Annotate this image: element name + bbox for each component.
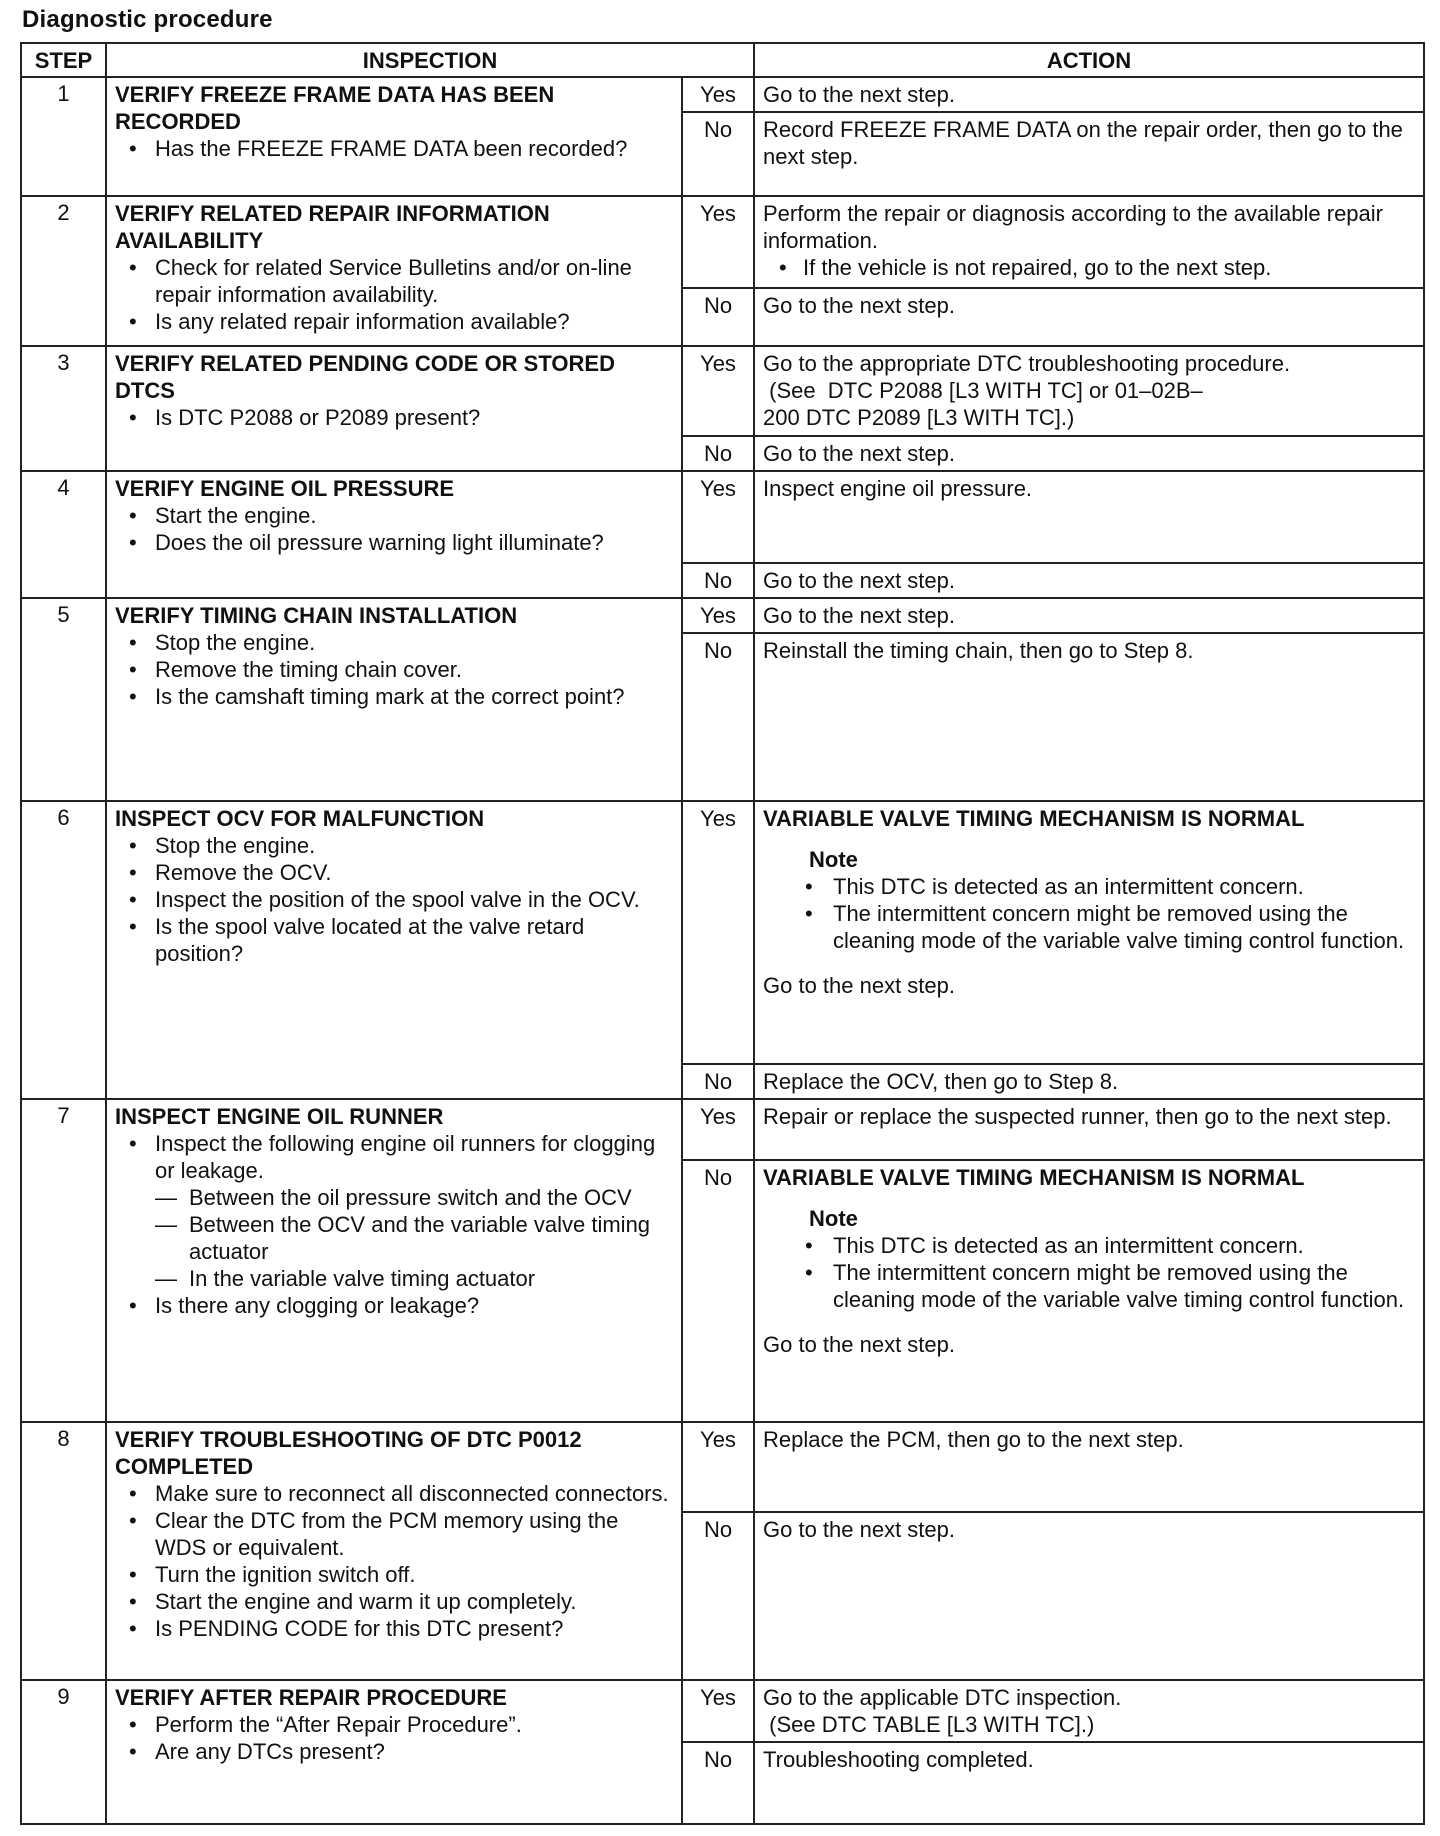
inspection-title: VERIFY TROUBLESHOOTING OF DTC P0012 COMPLETED	[115, 1427, 582, 1479]
inspection-cell	[106, 1099, 682, 1422]
step-number: 2	[21, 196, 106, 346]
table-row	[21, 801, 1424, 1064]
action-sub-bullet: • If the vehicle is not repaired, go to the next step.	[803, 254, 1415, 281]
inspection-dash-item: — Between the OCV and the variable valve timing actuator	[189, 1211, 673, 1265]
action-yes	[754, 346, 1424, 436]
no-label: No	[682, 1160, 754, 1422]
action-yes: Inspect engine oil pressure.	[754, 471, 1424, 563]
inspection-cell	[106, 801, 682, 1099]
action-yes: Go to the next step.	[754, 77, 1424, 112]
step-number: 1	[21, 77, 106, 196]
inspection-bullet: • Is DTC P2088 or P2089 present?	[155, 404, 673, 431]
inspection-cell	[106, 196, 682, 346]
inspection-cell	[106, 1680, 682, 1824]
inspection-bullet: • Remove the timing chain cover.	[155, 656, 673, 683]
action-text: Go to the appropriate DTC troubleshooting procedure.	[763, 351, 1291, 376]
inspection-title: VERIFY TIMING CHAIN INSTALLATION	[115, 603, 518, 628]
header-step: STEP	[21, 43, 106, 77]
inspection-bullet: • Clear the DTC from the PCM memory using the WDS or equivalent.	[155, 1507, 673, 1561]
yes-label: Yes	[682, 801, 754, 1064]
dtc-table-link[interactable]: (See DTC TABLE [L3 WITH TC].)	[763, 1712, 1095, 1737]
inspection-title: VERIFY ENGINE OIL PRESSURE	[115, 476, 455, 501]
action-no: Go to the next step.	[754, 1512, 1424, 1680]
dtc-reference-link[interactable]: (See DTC P2088 [L3 WITH TC] or 01–02B–	[763, 378, 1203, 403]
diagnostic-table	[20, 42, 1425, 1825]
no-label: No	[682, 1064, 754, 1099]
inspection-bullet-text: Inspect the following engine oil runners for clogging or leakage.	[155, 1131, 656, 1183]
action-no: Troubleshooting completed.	[754, 1742, 1424, 1824]
header-action: ACTION	[754, 43, 1424, 77]
action-heading: VARIABLE VALVE TIMING MECHANISM IS NORMAL	[763, 1165, 1305, 1190]
action-no: Go to the next step.	[754, 563, 1424, 598]
action-yes	[754, 196, 1424, 288]
inspection-bullet: • Is the spool valve located at the valve retard position?	[155, 913, 673, 967]
inspection-bullet: • Is PENDING CODE for this DTC present?	[155, 1615, 673, 1642]
no-label: No	[682, 288, 754, 346]
inspection-bullet: • Does the oil pressure warning light illuminate?	[155, 529, 673, 556]
action-no: Go to the next step.	[754, 288, 1424, 346]
table-row	[21, 1680, 1424, 1742]
yes-label: Yes	[682, 1680, 754, 1742]
table-row	[21, 196, 1424, 288]
table-row	[21, 346, 1424, 436]
inspection-bullet: • Remove the OCV.	[155, 859, 673, 886]
inspection-bullet	[155, 1130, 673, 1292]
inspection-bullet: • Has the FREEZE FRAME DATA been recorded?	[155, 135, 673, 162]
inspection-bullet: • Stop the engine.	[155, 629, 673, 656]
inspection-bullet: • Is the camshaft timing mark at the correct point?	[155, 683, 673, 710]
table-header-row	[21, 43, 1424, 77]
table-row	[21, 1099, 1424, 1160]
action-text: Go to the next step.	[763, 973, 956, 998]
action-text: Perform the repair or diagnosis according to the available repair information.	[763, 201, 1383, 253]
inspection-title: VERIFY RELATED REPAIR INFORMATION AVAILABILITY	[115, 201, 550, 253]
inspection-title: VERIFY FREEZE FRAME DATA HAS BEEN RECORDED	[115, 82, 555, 134]
inspection-dash-item: — Between the oil pressure switch and the OCV	[189, 1184, 673, 1211]
step-number: 6	[21, 801, 106, 1099]
action-yes: Go to the next step.	[754, 598, 1424, 633]
step-number: 7	[21, 1099, 106, 1422]
no-label: No	[682, 563, 754, 598]
table-row	[21, 77, 1424, 112]
action-yes: Repair or replace the suspected runner, then go to the next step.	[754, 1099, 1424, 1160]
inspection-bullet: • Make sure to reconnect all disconnected connectors.	[155, 1480, 673, 1507]
step-number: 8	[21, 1422, 106, 1680]
action-no: Replace the OCV, then go to Step 8.	[754, 1064, 1424, 1099]
note-item: • The intermittent concern might be removed using the cleaning mode of the variable valve timing control function.	[833, 900, 1415, 954]
dtc-reference-link[interactable]: 200 DTC P2089 [L3 WITH TC].)	[763, 405, 1075, 430]
step-number: 5	[21, 598, 106, 801]
yes-label: Yes	[682, 196, 754, 288]
action-no: Reinstall the timing chain, then go to Step 8.	[754, 633, 1424, 801]
inspection-bullet: • Is any related repair information available?	[155, 308, 673, 335]
action-yes: Replace the PCM, then go to the next step.	[754, 1422, 1424, 1512]
step-number: 9	[21, 1680, 106, 1824]
inspection-bullet: • Turn the ignition switch off.	[155, 1561, 673, 1588]
inspection-dash-item: — In the variable valve timing actuator	[189, 1265, 673, 1292]
note-item: • The intermittent concern might be removed using the cleaning mode of the variable valve timing control function.	[833, 1259, 1415, 1313]
page-title: Diagnostic procedure	[22, 6, 273, 33]
table-row	[21, 598, 1424, 633]
inspection-title: INSPECT ENGINE OIL RUNNER	[115, 1104, 444, 1129]
inspection-cell	[106, 346, 682, 471]
no-label: No	[682, 1742, 754, 1824]
inspection-bullet: • Is there any clogging or leakage?	[155, 1292, 673, 1319]
action-text: Go to the applicable DTC inspection.	[763, 1685, 1122, 1710]
action-yes	[754, 1680, 1424, 1742]
table-row	[21, 471, 1424, 563]
inspection-cell	[106, 77, 682, 196]
inspection-bullet: • Inspect the position of the spool valve in the OCV.	[155, 886, 673, 913]
step-number: 4	[21, 471, 106, 598]
note-item: • This DTC is detected as an intermittent concern.	[833, 1232, 1415, 1259]
inspection-cell	[106, 1422, 682, 1680]
no-label: No	[682, 436, 754, 471]
action-yes	[754, 801, 1424, 1064]
note-label: Note	[809, 847, 858, 872]
yes-label: Yes	[682, 598, 754, 633]
inspection-title: VERIFY RELATED PENDING CODE OR STORED DTCS	[115, 351, 615, 403]
action-no: Record FREEZE FRAME DATA on the repair order, then go to the next step.	[754, 112, 1424, 196]
inspection-bullet: • Start the engine and warm it up completely.	[155, 1588, 673, 1615]
inspection-title: INSPECT OCV FOR MALFUNCTION	[115, 806, 485, 831]
no-label: No	[682, 1512, 754, 1680]
action-no	[754, 1160, 1424, 1422]
inspection-bullet: • Are any DTCs present?	[155, 1738, 673, 1765]
inspection-bullet: • Check for related Service Bulletins and/or on-line repair information availability.	[155, 254, 673, 308]
yes-label: Yes	[682, 471, 754, 563]
action-no: Go to the next step.	[754, 436, 1424, 471]
note-item: • This DTC is detected as an intermittent concern.	[833, 873, 1415, 900]
yes-label: Yes	[682, 1422, 754, 1512]
inspection-title: VERIFY AFTER REPAIR PROCEDURE	[115, 1685, 507, 1710]
step-number: 3	[21, 346, 106, 471]
no-label: No	[682, 112, 754, 196]
action-text: Go to the next step.	[763, 1332, 956, 1357]
header-inspection: INSPECTION	[106, 43, 754, 77]
inspection-cell	[106, 598, 682, 801]
action-heading: VARIABLE VALVE TIMING MECHANISM IS NORMAL	[763, 806, 1305, 831]
inspection-bullet: • Stop the engine.	[155, 832, 673, 859]
inspection-cell	[106, 471, 682, 598]
inspection-bullet: • Start the engine.	[155, 502, 673, 529]
table-row	[21, 1422, 1424, 1512]
inspection-bullet: • Perform the “After Repair Procedure”.	[155, 1711, 673, 1738]
yes-label: Yes	[682, 1099, 754, 1160]
note-label: Note	[809, 1206, 858, 1231]
no-label: No	[682, 633, 754, 801]
diagnostic-table-container	[20, 42, 1423, 1825]
yes-label: Yes	[682, 346, 754, 436]
yes-label: Yes	[682, 77, 754, 112]
